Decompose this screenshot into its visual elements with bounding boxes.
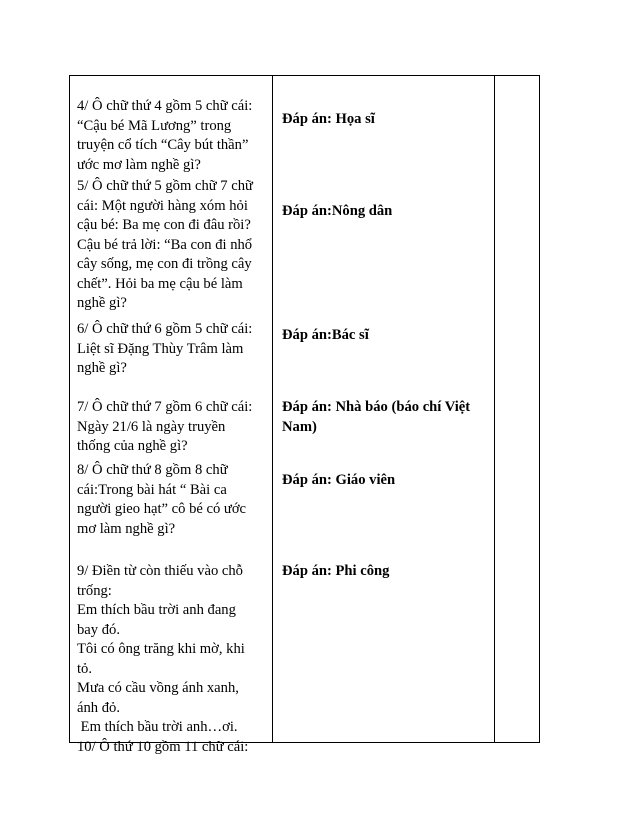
answer-block — [282, 398, 470, 437]
question-block — [77, 97, 252, 175]
questions-cell — [70, 76, 273, 755]
answer-block — [282, 326, 369, 346]
question-line: “Cậu bé Mã Lương” trong — [77, 117, 232, 134]
question-line: tỏ. — [77, 660, 92, 677]
answer-block — [282, 202, 392, 222]
question-line: Cậu bé trả lời: “Ba con đi nhổ — [77, 236, 253, 253]
answer-block — [282, 110, 375, 130]
question-line: truyện cổ tích “Cây bút thần” — [77, 137, 249, 153]
question-line: nghề gì? — [77, 295, 127, 311]
question-line: Tôi có ông trăng khi mờ, khi — [77, 641, 245, 657]
question-line: Ngày 21/6 là ngày truyền — [77, 418, 226, 435]
answer-block — [282, 471, 395, 491]
answer-line: Đáp án:Bác sĩ — [282, 327, 369, 343]
answers-cell — [273, 76, 495, 743]
question-line: Mưa có cầu vồng ánh xanh, — [77, 680, 239, 696]
question-line: cậu bé: Ba mẹ con đi đâu rồi? — [77, 217, 251, 233]
question-line: cái:Trong bài hát “ Bài ca — [77, 481, 227, 498]
question-block — [77, 562, 248, 757]
question-line: 5/ Ô chữ thứ 5 gồm chữ 7 chữ — [77, 178, 253, 194]
answer-line: Đáp án: Họa sĩ — [282, 111, 375, 127]
question-line: ánh đỏ. — [77, 699, 120, 716]
question-line: 7/ Ô chữ thứ 7 gồm 6 chữ cái: — [77, 399, 253, 415]
question-line: 9/ Điền từ còn thiếu vào chỗ — [77, 563, 243, 579]
question-line: chết”. Hỏi ba mẹ cậu bé làm — [77, 275, 243, 292]
answer-line: Đáp án: Giáo viên — [282, 472, 396, 488]
question-block — [77, 398, 252, 457]
question-line: nghề gì? — [77, 360, 127, 376]
question-block — [77, 177, 253, 314]
quiz-table — [69, 75, 540, 755]
question-line: thống của nghề gì? — [77, 438, 188, 454]
answer-line: Đáp án: Phi công — [282, 563, 390, 579]
answer-line: Đáp án:Nông dân — [282, 203, 393, 219]
answers-column — [273, 76, 494, 742]
question-line: cái: Một người hàng xóm hỏi — [77, 197, 248, 214]
table-row — [70, 76, 540, 743]
questions-column — [70, 76, 272, 755]
question-line: cây sống, mẹ con đi trồng cây — [77, 256, 252, 272]
answer-block — [282, 562, 389, 582]
empty-cell — [495, 76, 540, 743]
question-line: 8/ Ô chữ thứ 8 gồm 8 chữ — [77, 462, 228, 478]
question-block — [77, 461, 246, 539]
question-block — [77, 320, 252, 379]
question-line: người gieo hạt” cô bé có ước — [77, 501, 247, 517]
question-line: Em thích bầu trời anh đang — [77, 602, 236, 618]
question-line: ước mơ làm nghề gì? — [77, 156, 201, 173]
question-line: 6/ Ô chữ thứ 6 gồm 5 chữ cái: — [77, 321, 253, 337]
question-line: Em thích bầu trời anh…ơi. — [77, 719, 238, 735]
question-line: 4/ Ô chữ thứ 4 gồm 5 chữ cái: — [77, 98, 253, 114]
question-line: mơ làm nghề gì? — [77, 520, 176, 537]
question-line: bay đó. — [77, 621, 120, 638]
answer-line: Đáp án: Nhà báo (báo chí Việt — [282, 399, 471, 415]
question-line: 10/ Ô thứ 10 gồm 11 chữ cái: — [77, 738, 249, 755]
question-line: Liệt sĩ Đặng Thùy Trâm làm — [77, 340, 244, 357]
question-line: trống: — [77, 582, 112, 599]
answer-line: Nam) — [282, 418, 317, 435]
